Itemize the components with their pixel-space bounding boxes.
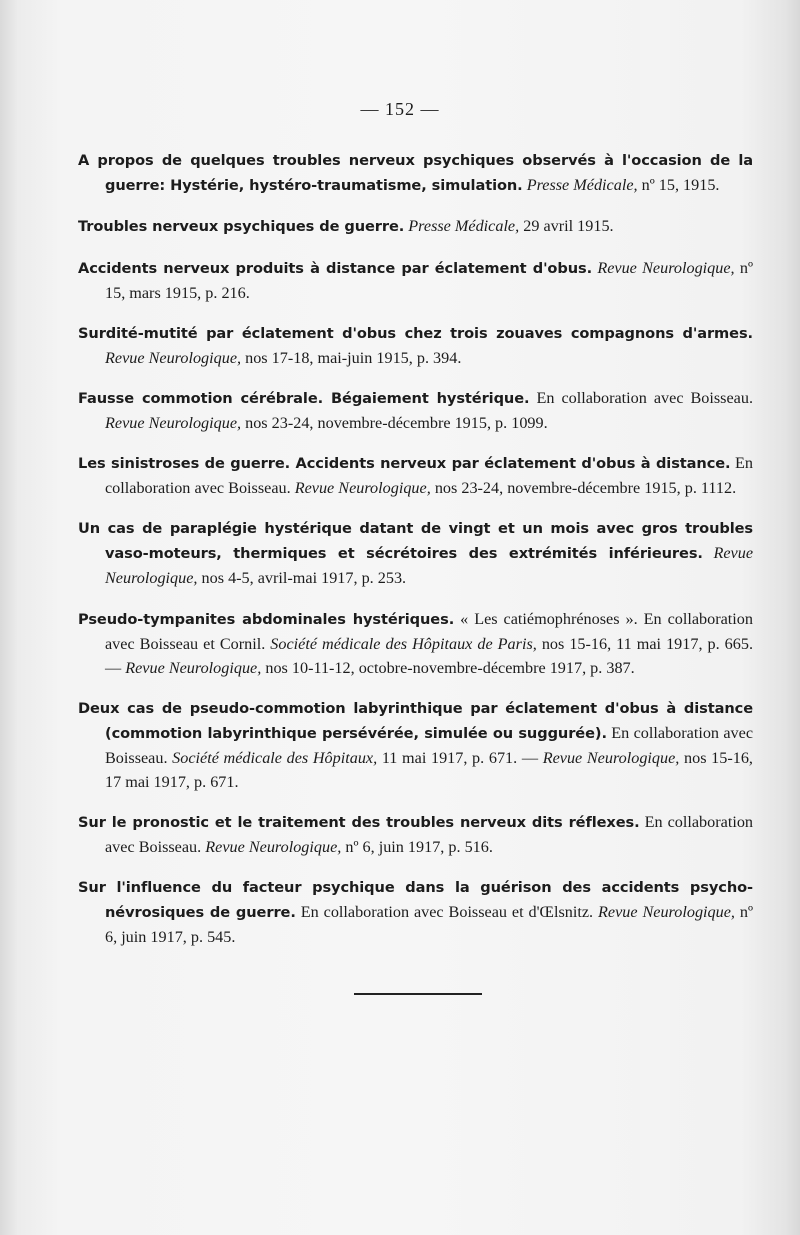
entry-journal-secondary: Revue Neurologique, bbox=[542, 748, 680, 767]
entry-details: 29 avril 1915. bbox=[523, 217, 614, 236]
entry-journal: Presse Médicale, bbox=[526, 176, 638, 195]
entry-title: Les sinistroses de guerre. Accidents nerveux par éclatement d'obus à distance. bbox=[78, 455, 731, 473]
bibliography-entry bbox=[78, 875, 753, 949]
bibliography-entry bbox=[78, 516, 753, 590]
bibliography-entry bbox=[78, 810, 753, 859]
entry-title: Pseudo-tympanites abdominales hystériques. bbox=[78, 610, 455, 628]
entry-journal: Presse Médicale, bbox=[408, 217, 520, 236]
entry-journal: Revue Neurologique, bbox=[105, 544, 754, 588]
entry-note: « Les catiémophrénoses ». En collaboration avec Boisseau et Cornil. bbox=[105, 609, 753, 653]
entry-details: nº 6, juin 1917, p. 545. bbox=[105, 903, 754, 947]
bibliography-entry bbox=[78, 607, 753, 680]
entry-note: En collaboration avec Boisseau et d'Œlsnitz. bbox=[300, 903, 594, 922]
bibliography-entry bbox=[78, 148, 753, 198]
entry-details: nº 6, juin 1917, p. 516. bbox=[345, 837, 493, 856]
entry-note: En collaboration avec Boisseau. bbox=[105, 723, 754, 767]
entry-journal: Revue Neurologique, bbox=[294, 479, 431, 498]
bibliography-entry bbox=[78, 696, 753, 794]
entry-details: nos 17-18, mai-juin 1915, p. 394. bbox=[245, 348, 462, 367]
entry-details-secondary: nos 15-16, 17 mai 1917, p. 671. bbox=[105, 748, 753, 791]
bibliography-entry bbox=[78, 321, 753, 370]
entry-details: nos 23-24, novembre-décembre 1915, p. 1112. bbox=[434, 479, 737, 498]
bibliography-entry bbox=[78, 386, 753, 435]
entry-details: nº 15, 1915. bbox=[641, 176, 720, 195]
entry-title: A propos de quelques troubles nerveux psychiques observés à l'occasion de la guerre: Hystérie, hystéro-traumatisme, simulation. bbox=[78, 152, 753, 195]
entry-journal: Revue Neurologique, bbox=[205, 837, 342, 856]
bibliography-entry bbox=[78, 256, 753, 305]
entry-details: nº 15, mars 1915, p. 216. bbox=[105, 258, 754, 302]
entry-journal: Revue Neurologique, bbox=[105, 348, 242, 367]
end-rule bbox=[354, 993, 482, 995]
entry-journal: Revue Neurologique, bbox=[598, 903, 735, 922]
entry-journal: Société médicale des Hôpitaux, bbox=[172, 748, 378, 767]
entry-journal: Société médicale des Hôpitaux de Paris, bbox=[270, 634, 537, 653]
entry-details: nos 23-24, novembre-décembre 1915, p. 1099. bbox=[245, 413, 548, 432]
entry-note: En collaboration avec Boisseau. bbox=[536, 388, 753, 407]
bibliography-entry bbox=[78, 451, 753, 500]
bibliography-list bbox=[78, 132, 753, 961]
entry-title: Deux cas de pseudo-commotion labyrinthique par éclatement d'obus à distance (commotion labyrinthique persévérée, simulée ou suggurée). bbox=[78, 699, 753, 742]
entry-details-secondary: nos 10-11-12, octobre-novembre-décembre 1917, p. 387. bbox=[265, 658, 635, 677]
entry-note: En collaboration avec Boisseau. bbox=[105, 812, 754, 856]
bibliography-entry bbox=[78, 214, 753, 239]
entry-title: Sur le pronostic et le traitement des troubles nerveux dits réflexes. bbox=[78, 813, 640, 831]
entry-title: Un cas de paraplégie hystérique datant de vingt et un mois avec gros troubles vaso-moteurs, thermiques et sécrétoires des extrémités inférieures. bbox=[78, 520, 753, 563]
entry-details: nos 4-5, avril-mai 1917, p. 253. bbox=[201, 569, 407, 588]
entry-journal: Revue Neurologique, bbox=[597, 258, 735, 277]
entry-title: Accidents nerveux produits à distance par éclatement d'obus. bbox=[78, 259, 593, 277]
entry-title: Troubles nerveux psychiques de guerre. bbox=[78, 218, 405, 236]
entry-note: En collaboration avec Boisseau. bbox=[105, 454, 753, 498]
entry-title: Sur l'influence du facteur psychique dans la guérison des accidents psycho-névrosiques de guerre. bbox=[78, 879, 753, 922]
entry-details: nos 15-16, 11 mai 1917, p. 665. — bbox=[105, 634, 754, 677]
page-number: — 152 — bbox=[360, 99, 440, 119]
entry-title: Surdité-mutité par éclatement d'obus chez trois zouaves compagnons d'armes. bbox=[78, 324, 753, 342]
entry-journal: Revue Neurologique, bbox=[105, 413, 242, 432]
entry-title: Fausse commotion cérébrale. Bégaiement hystérique. bbox=[78, 389, 530, 407]
entry-details: 11 mai 1917, p. 671. — bbox=[381, 748, 539, 767]
entry-journal-secondary: Revue Neurologique, bbox=[125, 658, 262, 677]
